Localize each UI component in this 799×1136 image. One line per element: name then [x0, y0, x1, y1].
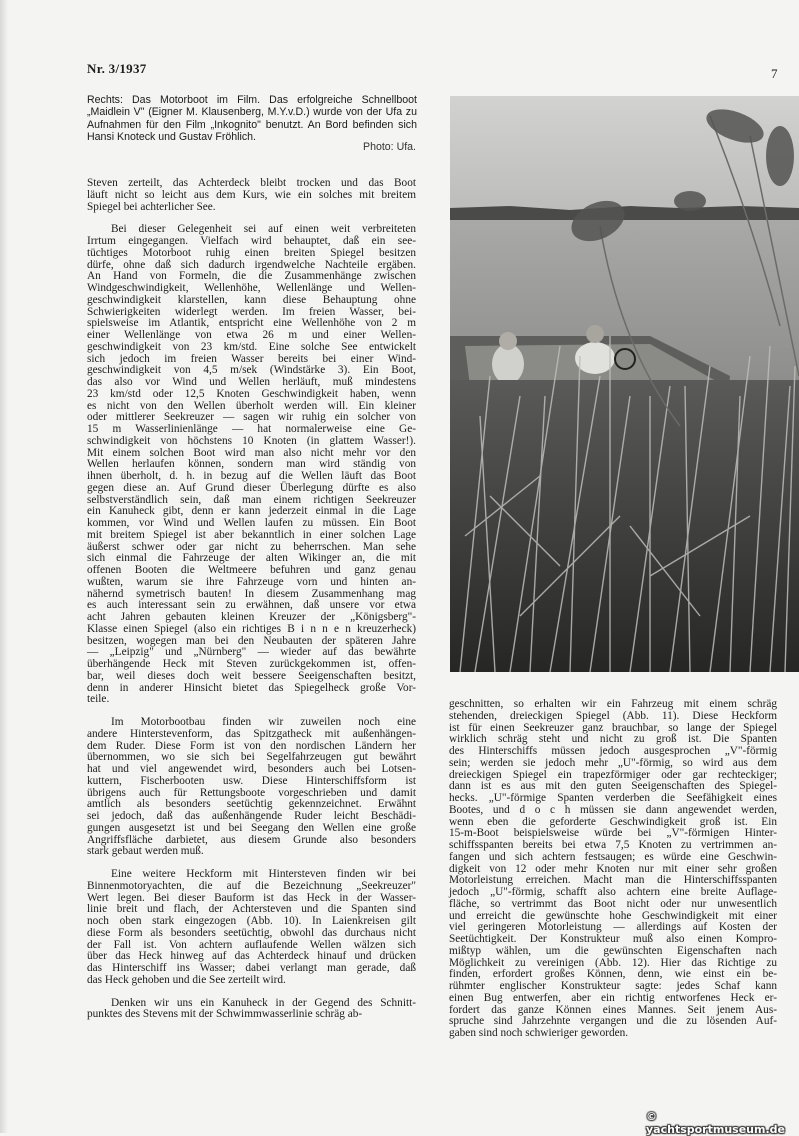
- text-line: hecks. „U"-förmige Spanten verderben die Seefähigkeit eines: [449, 792, 777, 804]
- text-line: ihnen überholt, d. h. in bezug auf die Wellen läuft das Boot: [87, 470, 416, 482]
- text-line: gegen diese an. Auf Grund dieser Überlegung dürfte es also: [87, 481, 416, 494]
- text-line: dem Ruder. Diese Form ist von den nordischen Ländern her: [87, 739, 416, 752]
- motorboat-photo: [450, 96, 799, 672]
- text-line: teile.: [87, 693, 110, 706]
- text-line: spielsweise im Atlantik, entspricht eine Wellenhöhe von 2 m: [87, 317, 416, 330]
- text-line: gungen ausgesetzt ist und bei Seegang den Wellen eine große: [87, 821, 416, 834]
- text-line: 23 km/std oder 12,5 Knoten Geschwindigkeit haben, wenn: [87, 387, 416, 400]
- text-line: mißtyp wählen, um die gewünschten Eigenschaften nach: [449, 944, 777, 957]
- text-line: geschnitten, so erhalten wir ein Fahrzeug mit einem schräg: [449, 698, 777, 710]
- text-line: bar, weil dieses doch weit bessere Seeigenschaften besitzt,: [87, 669, 416, 682]
- text-line: linie breit und flach, der Achtersteven und die Spanten sind: [87, 903, 416, 916]
- text-line: wirklich schräg steht und nicht zu groß ist. Die Spanten: [449, 733, 777, 746]
- text-line: diese Form als besonders seetüchtig, obwohl das durchaus nicht: [87, 926, 416, 939]
- text-line: Binnenmotoryachten, die auf die Bezeichnung „Seekreuzer": [87, 879, 416, 892]
- text-line: Wert legen. Bei dieser Bauform ist das Heck in der Wasser-: [87, 891, 416, 904]
- text-line: stark gebaut werden muß.: [87, 845, 204, 858]
- text-line: fläche, so vertrimmt das Boot nicht oder nur unwesentlich: [449, 897, 777, 910]
- text-line: fangen und sich achtern festsaugen; es würde eine Geschwin-: [449, 850, 777, 863]
- text-line: finden, erfordert großes Können, denn, wie einst ein be-: [449, 968, 777, 981]
- text-line: Wellen herlaufen können, sondern man wird ständig von: [87, 458, 416, 471]
- text-line: schwindigkeit von höchstens 10 Knoten (in glattem Wasser!).: [87, 434, 416, 447]
- text-line: Steven zerteilt, das Achterdeck bleibt trocken und das Boot: [87, 177, 416, 189]
- text-line: hat und viel angewendet wird, besonders auch bei Lotsen-: [87, 763, 416, 775]
- text-line: Spiegel bei achterlicher See.: [87, 200, 216, 213]
- paragraph: [87, 717, 416, 858]
- text-line: einen Bug entwerfen, aber ein richtig entworfenes Heck er-: [449, 991, 777, 1004]
- text-line: übrigens auch für Rettungsboote vorgeschrieben und damit: [87, 786, 416, 799]
- paragraph: [87, 998, 416, 1022]
- text-line: fordert das ganze Können eines Mannes. Seit jenem Aus-: [449, 1003, 777, 1016]
- text-line: sei jedoch, daß das außenhängende Ruder leicht Beschädi-: [87, 810, 416, 822]
- text-line: und erreicht die gewünschte hohe Geschwindigkeit mit einer: [449, 909, 777, 922]
- text-line: noch oben stark eingezogen (Abb. 10). In Laienkreisen gilt: [87, 915, 416, 927]
- left-column: [87, 178, 416, 1021]
- text-line: ein Kanuheck gibt, denn er kann jederzeit einmal in die Lage: [87, 505, 416, 518]
- paragraph: [87, 178, 416, 213]
- text-line: des Hinterschiffs müssen jedoch ausgesprochen „V"-förmig: [449, 745, 777, 757]
- text-line: besitzen, wogegen man bei den Neubauten der späteren Jahre: [87, 634, 416, 647]
- text-line: Irrtum eingegangen. Vielfach wird behauptet, daß ein see-: [87, 235, 416, 247]
- text-line: geschwindigkeit von 4,5 m/sek (Windstärke 3). Ein Boot,: [87, 364, 416, 377]
- paragraph: [449, 699, 777, 1040]
- text-line: mit breitem Spiegel ist aber bekanntlich in einer solchen Lage: [87, 528, 416, 541]
- photo-caption: Rechts: Das Motorboot im Film. Das erfolgreiche Schnellboot „Maidlein V" (Eigner M. Klausenberg, M.Y.v.D.) wurde von der Ufa zu Aufnahmen für den Film „Inkognito" benutzt. An Bord befinden sich Hansi Knoteck und Gustav Fröhlich.: [87, 94, 417, 144]
- text-line: dann ist es aus mit den guten Seeigenschaften des Spiegel-: [449, 780, 777, 793]
- text-line: Eine weitere Heckform mit Hintersteven finden wir bei: [111, 868, 416, 880]
- text-line: Im Motorbootbau finden wir zuweilen noch eine: [111, 716, 416, 728]
- text-line: einer Wellenlänge von etwa 26 m und einer Wellen-: [87, 329, 416, 341]
- text-line: nähernd symetrisch bauten! In diesem Zusammenhang mag: [87, 587, 416, 600]
- text-line: Bootes, und d o c h müssen sie dann angewendet werden,: [449, 803, 777, 816]
- text-line: sein; werden sie jedoch mehr „U"-förmig, so wird aus dem: [449, 756, 777, 769]
- text-line: übernommen, wo sie sich bei Segelfahrzeugen gut bewährt: [87, 751, 416, 764]
- text-line: dreieckigen Spiegel ein trapezförmiger oder gar rechteckiger;: [449, 768, 777, 781]
- text-line: äußerst schwer oder gar nicht zu beherrschen. Man sehe: [87, 540, 416, 553]
- text-line: acht Jahren gebauten kleinen Kreuzer der „Königsberg"-: [87, 611, 416, 623]
- text-line: es nicht von den Wellen überholt werden will. Ein kleiner: [87, 399, 416, 412]
- paragraph: [87, 224, 416, 706]
- text-line: Seetüchtigkeit. Der Konstrukteur muß also einen Kompro-: [449, 933, 777, 945]
- text-line: rühmter englischer Konstrukteur sagte: jedes Schaf kann: [449, 980, 777, 992]
- text-line: läuft nicht so leicht aus dem Kurs, wie ein solches mit breitem: [87, 188, 416, 201]
- text-line: sich einmal die Fahrzeuge der alten Wikinger an, die mit: [87, 552, 416, 565]
- text-line: Denken wir uns ein Kanuheck in der Gegend des Schnitt-: [111, 996, 416, 1009]
- text-line: viel geringeren Motorleistung — allerdings auf Kosten der: [449, 921, 777, 934]
- text-line: andere Hinterstevenform, das Spitzgatheck mit außenhängen-: [87, 727, 416, 740]
- text-line: über das Heck hinweg auf das Achterdeck hinauf und drücken: [87, 950, 416, 963]
- text-line: gaben sind noch schwieriger geworden.: [449, 1027, 629, 1039]
- text-line: Motorleistung erreichen. Macht man die Hinterschiffsspanten: [449, 874, 777, 887]
- page-number: 7: [771, 66, 778, 81]
- text-line: ist für einen Seekreuzer ganz brauchbar, so lange der Spiegel: [449, 721, 777, 734]
- text-line: Mit einem solchen Boot wird man also nicht mehr vor den: [87, 446, 416, 459]
- photo-credit: Photo: Ufa.: [363, 141, 416, 153]
- text-line: denn in anderer Hinsicht bietet das Spiegelheck große Vor-: [87, 681, 416, 694]
- text-line: amtlich als besonders seetüchtig gekennzeichnet. Erwähnt: [87, 798, 416, 811]
- copyright-watermark: © yachtsportmuseum.de: [646, 1110, 785, 1136]
- right-column: [449, 699, 777, 1040]
- text-line: der Fall ist. Von achtern auflaufende Wellen wälzen sich: [87, 938, 416, 951]
- paragraph: [87, 869, 416, 987]
- text-line: geschwindigkeit von 23 km/std. Eine solche See entwickelt: [87, 340, 416, 353]
- text-line: selbstverständlich sein, daß man einem richtigen Seekreuzer: [87, 493, 416, 506]
- text-line: Schwierigkeiten widerlegt werden. Im freien Wasser, bei-: [87, 305, 416, 318]
- text-line: kuttern, Fischerbooten usw. Diese Hinterschiffsform ist: [87, 774, 416, 787]
- text-line: Angriffsfläche darbietet, aus diesem Grunde also besonders: [87, 833, 416, 846]
- text-line: Möglichkeit zu vereinigen (Abb. 12). Hier das Richtige zu: [449, 956, 777, 969]
- page-edge-shadow: [0, 0, 8, 1133]
- text-line: digkeit von 12 oder mehr Knoten nur mit einer sehr großen: [449, 862, 777, 875]
- text-line: An Hand von Formeln, die die Zusammenhänge zwischen: [87, 270, 416, 283]
- text-line: wußten, warum sie ihre Fahrzeuge vorn und hinten an-: [87, 575, 416, 588]
- text-line: das Hinterschiff ins Wasser; dabei verlangt man gerade, daß: [87, 962, 416, 974]
- text-line: stehenden, dreieckigen Spiegel (Abb. 11). Diese Heckform: [449, 709, 777, 722]
- text-line: überhängende Heck mit Steven zurückgekommen ist, offen-: [87, 658, 416, 670]
- text-line: schiffsspanten bereits bei etwa 7,5 Knoten zu vertrimmen an-: [449, 839, 777, 851]
- text-line: geschwindigkeit klarstellen, kann diese Behauptung ohne: [87, 293, 416, 306]
- text-line: es auch interessant sein zu erwähnen, daß unsere vor etwa: [87, 599, 416, 612]
- text-line: das also vor Wind und Wellen herläuft, muß mindestens: [87, 376, 416, 388]
- text-line: punktes des Stevens mit der Schwimmwasserlinie schräg ab-: [87, 1008, 363, 1021]
- text-line: Klasse einen Spiegel (also ein richtiges B i n n e n kreuzerheck): [87, 622, 416, 635]
- text-line: jedoch „U"-förmig, schafft also achtern eine breite Auflage-: [449, 886, 777, 898]
- text-line: Windgeschwindigkeit, Wellenhöhe, Wellenlänge und Wellen-: [87, 282, 416, 294]
- text-line: wenn eben die geforderte Geschwindigkeit groß ist. Ein: [449, 815, 777, 828]
- text-line: sich jedoch im freien Wasser bereits bei einer Wind-: [87, 352, 416, 365]
- text-line: kommen, vor Wind und Wellen laufen zu müssen. Ein Boot: [87, 517, 416, 529]
- text-line: tüchtiges Motorboot ruhig einen breiten Spiegel besitzen: [87, 246, 416, 259]
- text-line: Bei dieser Gelegenheit sei auf einen weit verbreiteten: [111, 223, 416, 236]
- issue-number: Nr. 3/1937: [87, 61, 147, 76]
- text-line: 15 m Wasserlinienlänge — hat normalerweise eine Ge-: [87, 423, 416, 435]
- text-line: offenen Booten die Weltmeere befuhren und ganz genau: [87, 564, 416, 576]
- text-line: dürfe, ohne daß sich dadurch irgendwelche Nachteile ergäben.: [87, 258, 416, 271]
- text-line: spruche sind Jahrzehnte vergangen und die zu lösenden Auf-: [449, 1015, 777, 1028]
- text-line: oder mittlerer Seekreuzer — sagen wir ruhig ein solcher von: [87, 411, 416, 424]
- text-line: — „Leipzig" und „Nürnberg" — wieder auf das bewährte: [87, 646, 416, 659]
- text-line: 15-m-Boot beispielsweise würde bei „V"-förmigen Hinter-: [449, 827, 777, 840]
- text-line: das Heck gehoben und die See zerteilt wird.: [87, 973, 286, 986]
